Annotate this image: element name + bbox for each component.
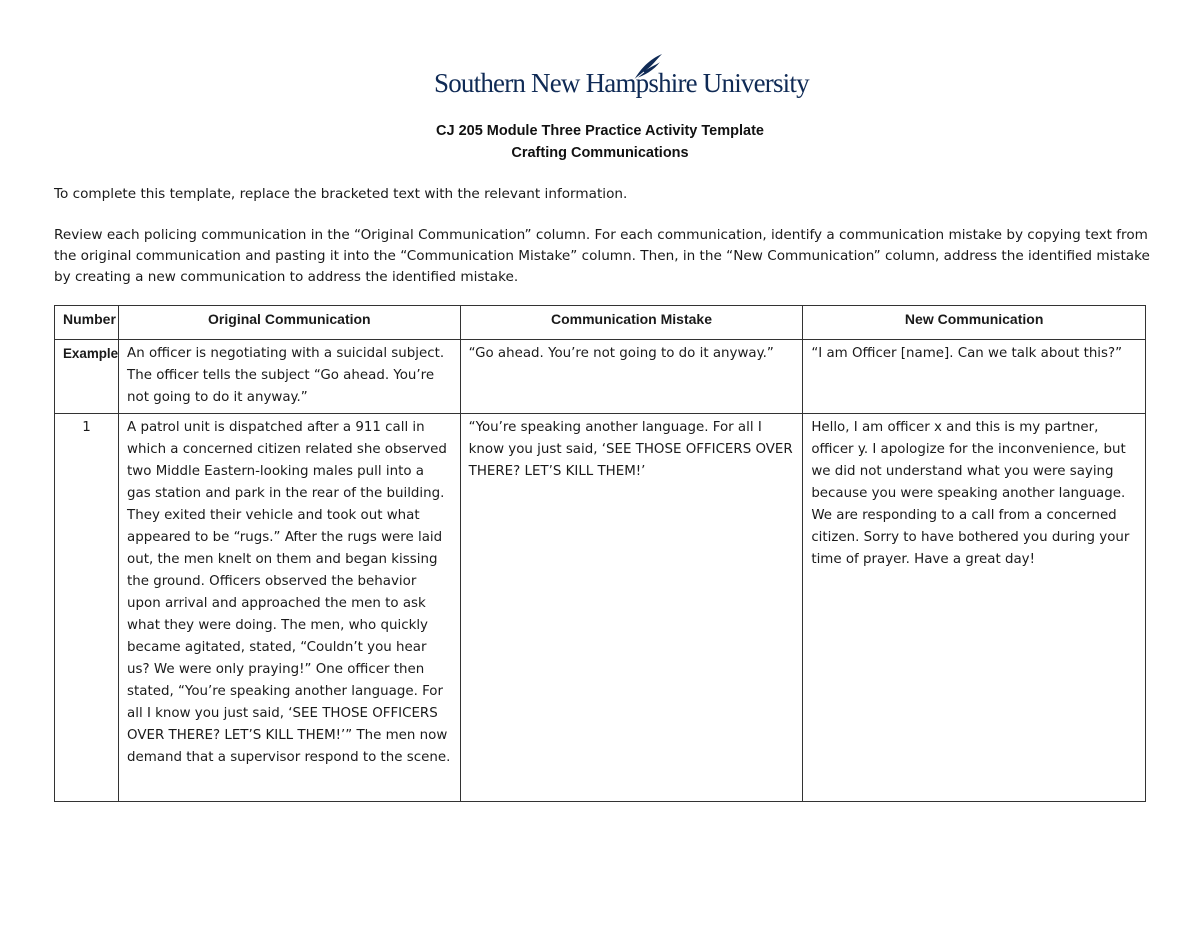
header-number: Number [55, 306, 119, 340]
detailed-instruction: Review each policing communication in the “Original Communication” column. For each communication, identify a communication mistake by copying text from the original communication and pasting it into the “Communication Mistake” column. Then, in the “New Communication” column, address the identified mistake by creating a new communication to address the identified mistake. [54, 227, 1150, 285]
communications-table [54, 305, 1146, 802]
communication-mistake-cell[interactable]: “Go ahead. You’re not going to do it anyway.” [460, 340, 803, 414]
new-communication-cell[interactable]: “I am Officer [name]. Can we talk about this?” [803, 340, 1146, 414]
communication-mistake-cell[interactable]: “You’re speaking another language. For all I know you just said, ‘SEE THOSE OFFICERS OVER THERE? LET’S KILL THEM!’ [460, 414, 803, 802]
original-communication-cell[interactable]: An officer is negotiating with a suicidal subject. The officer tells the subject “Go ahead. You’re not going to do it anyway.” [119, 340, 461, 414]
university-logo [434, 52, 809, 102]
intro-instruction: To complete this template, replace the bracketed text with the relevant information. [54, 186, 628, 202]
table-row-1 [55, 414, 1146, 802]
row-number: 1 [55, 414, 119, 802]
original-communication-cell[interactable]: A patrol unit is dispatched after a 911 call in which a concerned citizen related she observed two Middle Eastern-looking males pull into a gas station and park in the rear of the building. They exited their vehicle and took out what appeared to be “rugs.” After the rugs were laid out, the men knelt on them and began kissing the ground. Officers observed the behavior upon arrival and approached the men to ask what they were doing. The men, who quickly became agitated, stated, “Couldn’t you hear us? We were only praying!” One officer then stated, “You’re speaking another language. For all I know you just said, ‘SEE THOSE OFFICERS OVER THERE? LET’S KILL THEM!’” The men now demand that a supervisor respond to the scene. [119, 414, 461, 802]
header-new-communication: New Communication [803, 306, 1146, 340]
document-subtitle: Crafting Communications [511, 145, 689, 161]
header-original-communication: Original Communication [119, 306, 461, 340]
document-title-block [0, 120, 1200, 164]
new-communication-cell[interactable]: Hello, I am officer x and this is my partner, officer y. I apologize for the inconvenience, but we did not understand what you were saying because you were speaking another language. We are responding to a call from a concerned citizen. Sorry to have bothered you during your time of prayer. Have a great day! [803, 414, 1146, 802]
university-name: Southern New Hampshire University [434, 68, 809, 98]
document-title: CJ 205 Module Three Practice Activity Template [436, 123, 764, 139]
table-row-example [55, 340, 1146, 414]
header-communication-mistake: Communication Mistake [460, 306, 803, 340]
row-number: Example [55, 340, 119, 414]
table-header-row [55, 306, 1146, 340]
